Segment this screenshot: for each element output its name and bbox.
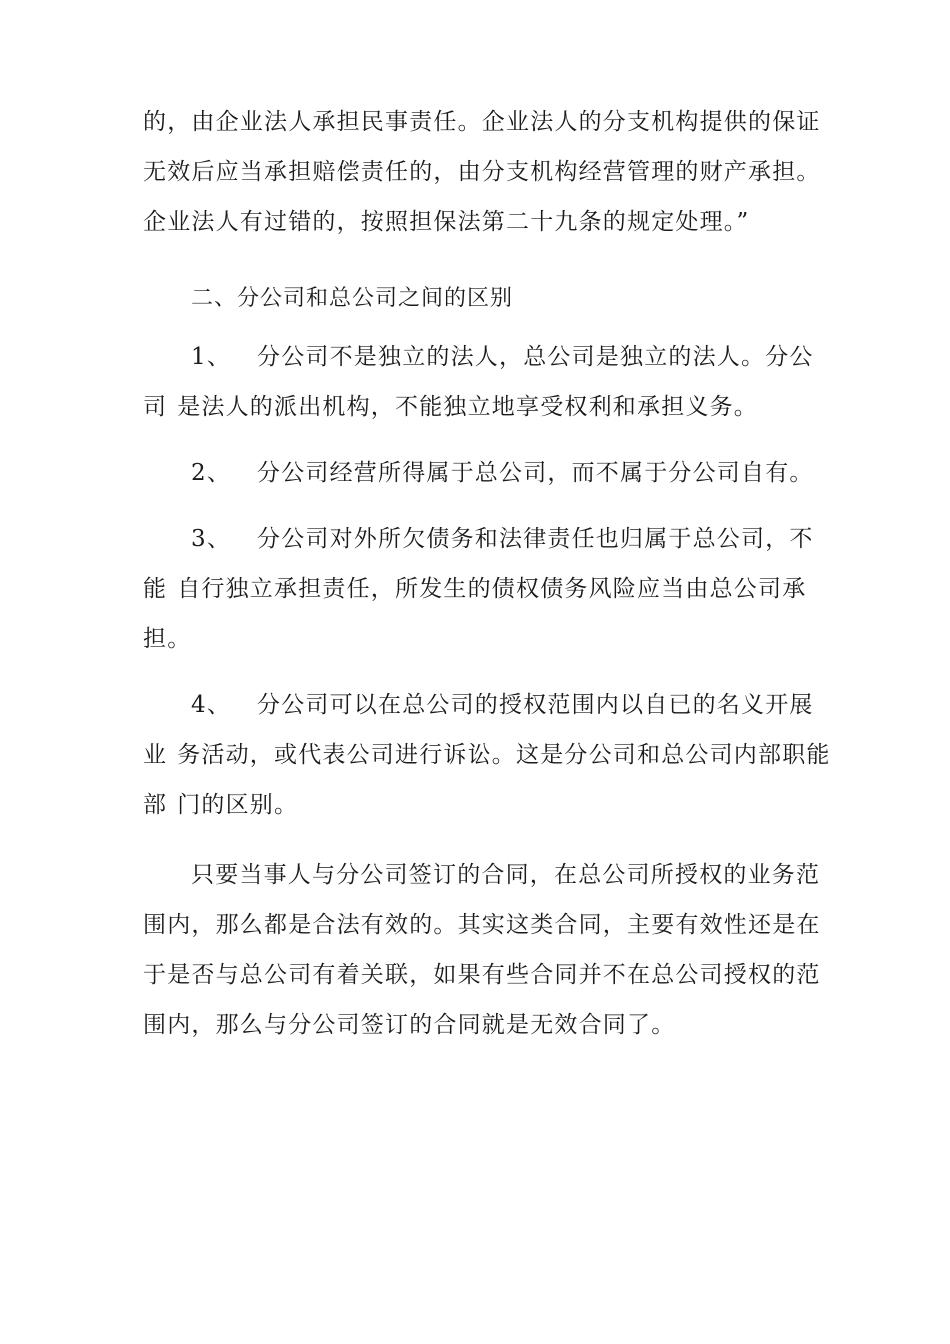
list-item-3-line-1 bbox=[191, 524, 871, 554]
list-item-number: 1、 bbox=[191, 344, 232, 370]
list-item-text: 分公司可以在总公司的授权范围内以自已的名义开展 bbox=[257, 692, 814, 718]
list-item-text: 能 bbox=[143, 576, 168, 602]
conclusion-line-4: 围内，那么与分公司签订的合同就是无效合同了。 bbox=[143, 1012, 676, 1038]
list-item-text: 自行独立承担责任，所发生的债权债务风险应当由总公司承 bbox=[177, 576, 807, 602]
intro-line-3: 企业法人有过错的，按照担保法第二十九条的规定处理。” bbox=[143, 209, 750, 235]
conclusion-line-1: 只要当事人与分公司签订的合同，在总公司所授权的业务范 bbox=[191, 862, 821, 888]
conclusion-line-3: 于是否与总公司有着关联，如果有些合同并不在总公司授权的范 bbox=[143, 962, 821, 988]
list-item-text: 门的区别。 bbox=[177, 792, 299, 818]
intro-line-1: 的，由企业法人承担民事责任。企业法人的分支机构提供的保证 bbox=[143, 109, 821, 135]
list-item-text: 分公司对外所欠债务和法律责任也归属于总公司，不 bbox=[257, 526, 814, 552]
list-item-1-line-1 bbox=[191, 342, 871, 372]
list-item-text: 是法人的派出机构，不能独立地享受权利和承担义务。 bbox=[177, 394, 759, 420]
list-item-4-line-3 bbox=[143, 790, 823, 820]
list-item-3-line-2 bbox=[143, 574, 823, 604]
list-item-2-line-1 bbox=[191, 458, 871, 488]
list-item-4-line-2 bbox=[143, 740, 831, 770]
list-item-1-line-2 bbox=[143, 392, 823, 422]
list-item-text: 分公司经营所得属于总公司，而不属于分公司自有。 bbox=[257, 460, 814, 486]
list-item-number: 4、 bbox=[191, 692, 232, 718]
list-item-text: 务活动，或代表公司进行诉讼。这是分公司和总公司内部职能 bbox=[177, 742, 831, 768]
list-item-text: 业 bbox=[143, 742, 168, 768]
list-item-3-line-3: 担。 bbox=[143, 626, 192, 652]
intro-line-2: 无效后应当承担赔偿责任的，由分支机构经营管理的财产承担。 bbox=[143, 159, 821, 185]
list-item-4-line-1 bbox=[191, 690, 871, 720]
list-item-number: 3、 bbox=[191, 526, 232, 552]
conclusion-line-2: 围内，那么都是合法有效的。其实这类合同，主要有效性还是在 bbox=[143, 912, 821, 938]
section-heading: 二、分公司和总公司之间的区别 bbox=[191, 286, 514, 311]
list-item-text: 司 bbox=[143, 394, 168, 420]
list-item-text: 分公司不是独立的法人，总公司是独立的法人。分公 bbox=[257, 344, 814, 370]
list-item-text: 部 bbox=[143, 792, 168, 818]
list-item-number: 2、 bbox=[191, 460, 232, 486]
